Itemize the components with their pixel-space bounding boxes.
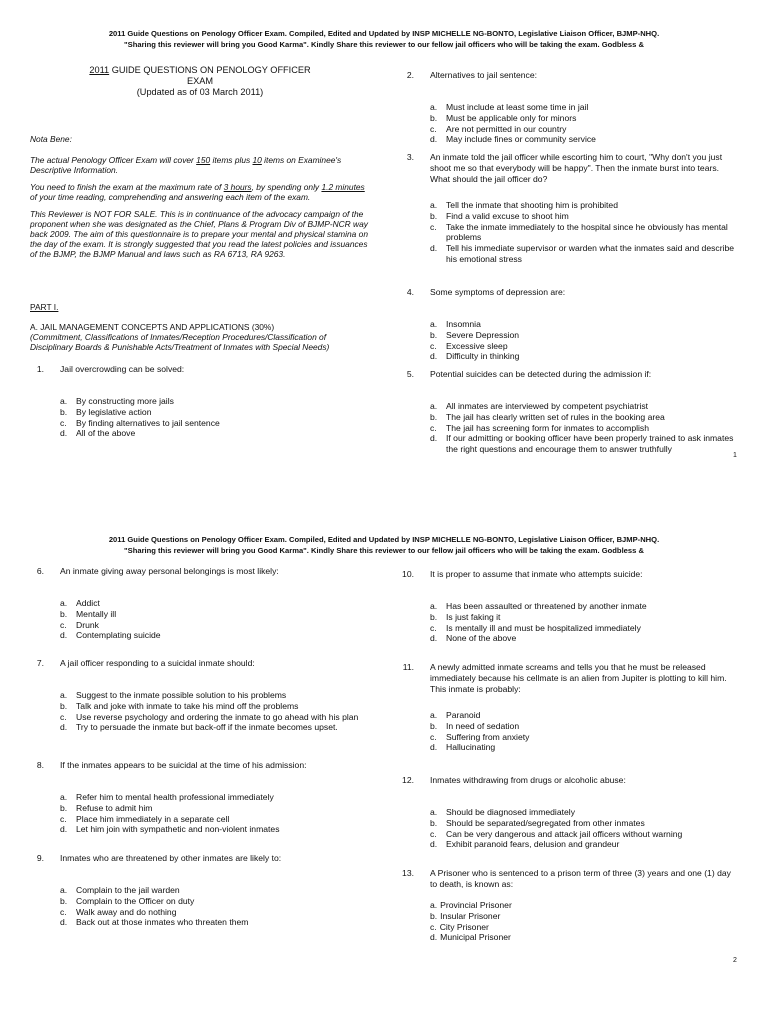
option-text: The jail has screening form for inmates to accomplish	[446, 422, 649, 433]
answer-option	[430, 818, 740, 829]
option-letter: d.	[430, 134, 438, 145]
option-text: Mentally ill	[76, 608, 117, 619]
question-stem: If the inmates appears to be suicidal at the time of his admission:	[60, 760, 307, 770]
option-letter: b.	[430, 112, 438, 123]
answer-option	[60, 722, 370, 733]
option-letter: d.	[60, 428, 68, 439]
option-text: City Prisoner	[439, 921, 489, 932]
answer-option	[60, 917, 370, 928]
question-stem: Jail overcrowding can be solved:	[60, 364, 185, 374]
question-number: 11.	[402, 662, 414, 672]
answer-option	[430, 623, 740, 634]
option-text: Must include at least some time in jail	[446, 102, 589, 112]
answer-option	[430, 134, 740, 145]
answer-options	[430, 710, 740, 753]
option-letter: c.	[60, 711, 67, 722]
option-letter: a.	[60, 690, 68, 700]
option-text: Insomnia	[446, 319, 481, 329]
answer-option	[60, 396, 370, 407]
answer-option	[60, 885, 370, 896]
page-marker: 1	[733, 452, 737, 459]
option-letter: b.	[430, 411, 438, 422]
option-letter: d.	[60, 722, 68, 733]
answer-option	[60, 712, 370, 723]
option-letter: c.	[430, 921, 437, 932]
option-letter: c.	[430, 422, 437, 433]
answer-option	[430, 932, 740, 943]
question-stem: Alternatives to jail sentence:	[430, 70, 538, 80]
option-text: Complain to the Officer on duty	[76, 895, 195, 906]
answer-option	[430, 423, 740, 434]
question-number: 7.	[36, 658, 44, 668]
option-letter: b.	[60, 895, 68, 906]
answer-option	[430, 433, 740, 455]
option-text: Should be separated/segregated from other inmates	[446, 817, 645, 828]
option-text: Are not permitted in our country	[446, 123, 567, 134]
answer-option	[430, 330, 740, 341]
answer-options	[60, 690, 370, 733]
question-number: 9.	[36, 853, 44, 863]
question-stem: A Prisoner who is sentenced to a prison term of three (3) years and one (1) day to death, is known as:	[430, 868, 731, 889]
question-number: 10.	[402, 569, 414, 579]
option-text: In need of sedation	[446, 720, 520, 731]
title-line-2: EXAM	[186, 76, 214, 86]
option-letter: c.	[60, 906, 67, 917]
option-letter: b.	[60, 700, 68, 711]
option-text: Find a valid excuse to shoot him	[446, 210, 569, 221]
page-header	[0, 534, 768, 556]
option-letter: d.	[430, 633, 438, 644]
answer-option	[430, 807, 740, 818]
question-12	[400, 775, 740, 850]
option-text: Can be very dangerous and attack jail officers without warning	[446, 828, 683, 839]
answer-options	[430, 319, 740, 362]
option-letter: a.	[430, 401, 438, 411]
option-letter: a.	[60, 885, 68, 895]
question-5	[400, 369, 740, 455]
nota-bene-heading: Nota Bene:	[30, 134, 72, 144]
question-11	[400, 662, 740, 753]
option-letter: d.	[430, 243, 438, 254]
option-letter: c.	[60, 813, 67, 824]
answer-option	[60, 803, 370, 814]
option-letter: d.	[430, 351, 438, 362]
answer-option	[430, 721, 740, 732]
section-title: A. JAIL MANAGEMENT CONCEPTS AND APPLICATIONS (30%)	[30, 322, 275, 332]
option-text: Difficulty in thinking	[446, 351, 520, 362]
answer-option	[430, 124, 740, 135]
answer-option	[60, 407, 370, 418]
option-letter: d.	[60, 824, 68, 835]
option-letter: b.	[430, 611, 438, 622]
question-number: 2.	[406, 70, 414, 80]
page-2	[0, 512, 768, 1024]
question-number: 1.	[36, 364, 44, 374]
option-letter: b.	[430, 910, 438, 921]
question-number: 3.	[406, 152, 414, 162]
answer-options	[430, 807, 740, 850]
question-number: 5.	[406, 369, 414, 379]
option-letter: a.	[430, 102, 438, 112]
question-number: 6.	[36, 566, 44, 576]
option-text: Refer him to mental health professional immediately	[76, 792, 274, 802]
option-letter: a.	[430, 710, 438, 720]
question-1	[30, 364, 370, 439]
option-text: Use reverse psychology and ordering the inmate to go ahead with his plan	[76, 711, 359, 722]
answer-option	[430, 742, 740, 753]
title-year: 2011	[89, 65, 110, 75]
option-letter: a.	[60, 598, 68, 608]
option-text: By finding alternatives to jail sentence	[76, 417, 220, 428]
option-text: Is mentally ill and must be hospitalized immediately	[446, 622, 641, 633]
option-text: Suggest to the inmate possible solution to his problems	[76, 690, 287, 700]
answer-option	[60, 824, 370, 835]
question-stem: A jail officer responding to a suicidal inmate should:	[60, 658, 255, 668]
answer-option	[430, 633, 740, 644]
option-letter: c.	[60, 417, 67, 428]
answer-option	[430, 211, 740, 222]
option-text: Addict	[76, 598, 100, 608]
option-text: Municipal Prisoner	[440, 932, 511, 943]
option-letter: b.	[60, 802, 68, 813]
question-stem: Some symptoms of depression are:	[430, 287, 566, 297]
option-letter: a.	[60, 396, 68, 406]
option-text: If our admitting or booking officer have been properly trained to ask inmates the right questions and encourage them to answer truthfully	[446, 433, 734, 455]
option-text: Complain to the jail warden	[76, 885, 180, 895]
option-letter: b.	[60, 406, 68, 417]
option-text: Take the inmate immediately to the hospital since he obviously has mental problems	[446, 221, 728, 243]
option-text: Insular Prisoner	[440, 910, 501, 921]
question-number: 8.	[36, 760, 44, 770]
question-stem: A newly admitted inmate screams and tells you that he must be released immediately because his cellmate is an alien from Jupiter is plotting to kill him. This inmate is probably:	[430, 662, 727, 694]
option-text: Tell the inmate that shooting him is prohibited	[446, 200, 618, 210]
question-3	[400, 152, 740, 264]
question-2	[400, 70, 740, 145]
option-letter: c.	[430, 221, 437, 232]
answer-option	[60, 598, 370, 609]
answer-option	[430, 601, 740, 612]
answer-option	[60, 630, 370, 641]
question-4	[400, 287, 740, 362]
nota-bene-paragraph-3: This Reviewer is NOT FOR SALE. This is in continuance of the advocacy campaign of the proponent when she was designated as the Chief, Plans & Program Div of BJMP-NCR way back 2009. The aim of this questionnaire is to prepare your mental and physical stamina on the day of the exam. It is strongly suggested that you read the latest policies and issuances of the BJMP, the BJMP Manual and laws such as RA 6713, RA 9263.	[30, 209, 368, 259]
question-stem: Inmates withdrawing from drugs or alcoholic abuse:	[430, 775, 626, 785]
option-letter: b.	[430, 210, 438, 221]
page-marker: 2	[733, 957, 737, 964]
header-line-2: "Sharing this reviewer will bring you Good Karma". Kindly Share this reviewer to our fellow jail officers who will be taking the exam. Godbless &	[124, 546, 644, 555]
option-letter: d.	[430, 433, 438, 444]
answer-option	[60, 792, 370, 803]
answer-option	[60, 814, 370, 825]
answer-options	[430, 401, 740, 455]
answer-option	[430, 200, 740, 211]
question-7	[30, 658, 370, 733]
option-text: The jail has clearly written set of rules in the booking area	[446, 411, 665, 422]
answer-option	[60, 907, 370, 918]
option-letter: c.	[430, 123, 437, 134]
question-6	[30, 566, 370, 641]
option-letter: d.	[60, 917, 68, 928]
answer-option	[60, 418, 370, 429]
answer-options	[60, 396, 370, 439]
part-heading: PART I.	[30, 302, 59, 312]
option-letter: b.	[430, 329, 438, 340]
question-9	[30, 853, 370, 928]
option-letter: d.	[430, 839, 438, 850]
answer-options	[430, 200, 740, 265]
page-header	[0, 28, 768, 50]
option-text: Refuse to admit him	[76, 802, 153, 813]
option-text: Place him immediately in a separate cell	[76, 813, 230, 824]
answer-options	[60, 598, 370, 641]
option-letter: a.	[430, 601, 438, 611]
question-stem: It is proper to assume that inmate who attempts suicide:	[430, 569, 643, 579]
option-letter: a.	[430, 200, 438, 210]
option-text: Try to persuade the inmate but back-off if the inmate becomes upset.	[76, 722, 338, 733]
option-text: By legislative action	[76, 406, 152, 417]
option-text: Has been assaulted or threatened by another inmate	[446, 601, 647, 611]
answer-option	[430, 911, 740, 922]
option-letter: b.	[430, 817, 438, 828]
option-letter: a.	[430, 319, 438, 329]
answer-option	[60, 690, 370, 701]
answer-option	[430, 351, 740, 362]
option-letter: b.	[60, 608, 68, 619]
option-letter: a.	[430, 807, 438, 817]
answer-option	[430, 401, 740, 412]
title-line-3: (Updated as of 03 March 2011)	[136, 87, 264, 97]
option-text: Should be diagnosed immediately	[446, 807, 575, 817]
option-letter: c.	[430, 340, 437, 351]
question-number: 12.	[402, 775, 414, 785]
option-text: Contemplating suicide	[76, 630, 161, 641]
section-heading	[30, 322, 370, 352]
option-text: Back out at those inmates who threaten them	[76, 917, 249, 928]
header-line-1: 2011 Guide Questions on Penology Officer Exam. Compiled, Edited and Updated by INSP MICHELLE NG-BONTO, Legislative Liaison Officer, BJMP-NHQ.	[108, 535, 660, 544]
option-letter: c.	[430, 622, 437, 633]
option-letter: a.	[60, 792, 68, 802]
answer-option	[60, 428, 370, 439]
option-text: Must be applicable only for minors	[446, 112, 577, 123]
answer-option	[430, 222, 740, 244]
answer-option	[430, 829, 740, 840]
header-line-2: "Sharing this reviewer will bring you Good Karma". Kindly Share this reviewer to our fellow jail officers who will be taking the exam. Godbless &	[124, 40, 644, 49]
answer-option	[60, 609, 370, 620]
option-text: Severe Depression	[446, 329, 520, 340]
option-letter: d.	[60, 630, 68, 641]
answer-option	[60, 896, 370, 907]
section-subtitle: (Commitment, Classifications of Inmates/Reception Procedures/Classification of Disciplinary Boards & Punishable Acts/Treatment of Inmates with Special Needs)	[30, 332, 330, 352]
answer-option	[430, 612, 740, 623]
option-text: None of the above	[446, 633, 517, 644]
answer-option	[430, 732, 740, 743]
answer-option	[430, 113, 740, 124]
answer-option	[430, 319, 740, 330]
document-title	[60, 65, 340, 98]
question-stem: An inmate giving away personal belongings is most likely:	[60, 566, 279, 576]
option-text: All of the above	[76, 428, 136, 439]
header-line-1: 2011 Guide Questions on Penology Officer Exam. Compiled, Edited and Updated by INSP MICHELLE NG-BONTO, Legislative Liaison Officer, BJMP-NHQ.	[108, 29, 660, 38]
option-letter: d.	[430, 932, 438, 943]
answer-option	[430, 102, 740, 113]
answer-option	[430, 710, 740, 721]
option-text: Exhibit paranoid fears, delusion and grandeur	[446, 839, 620, 850]
answer-options	[430, 601, 740, 644]
answer-option	[60, 620, 370, 631]
option-text: Provincial Prisoner	[440, 900, 512, 910]
answer-option	[430, 341, 740, 352]
question-number: 13.	[402, 868, 414, 878]
nota-bene-paragraph-1: The actual Penology Officer Exam will cover 150 items plus 10 items on Examinee's Descriptive Information.	[30, 155, 342, 175]
option-text: Tell his immediate supervisor or warden what the inmates said and describe his emotional stress	[446, 243, 735, 264]
answer-options	[60, 885, 370, 928]
answer-option	[430, 243, 740, 265]
question-stem: An inmate told the jail officer while escorting him to court, "Why don't you just shoot me so that everybody will be happy". Then the inmate burst into tears. What should the jail officer do?	[430, 152, 723, 184]
option-text: Suffering from anxiety	[446, 731, 530, 742]
answer-option	[60, 701, 370, 712]
option-letter: d.	[430, 742, 438, 753]
option-letter: c.	[430, 731, 437, 742]
option-text: Walk away and do nothing	[76, 906, 177, 917]
option-text: Excessive sleep	[446, 340, 508, 351]
question-8	[30, 760, 370, 835]
option-letter: b.	[430, 720, 438, 731]
option-text: Is just faking it	[446, 611, 501, 622]
option-text: Let him join with sympathetic and non-violent inmates	[76, 824, 280, 835]
option-letter: c.	[430, 828, 437, 839]
option-text: By constructing more jails	[76, 396, 174, 406]
answer-option	[430, 900, 740, 911]
answer-options	[430, 102, 740, 145]
answer-option	[430, 922, 740, 933]
option-text: Paranoid	[446, 710, 481, 720]
nota-bene-paragraph-2: You need to finish the exam at the maximum rate of 3 hours, by spending only 1.2 minutes of your time reading, comprehending and answering each item of the exam.	[30, 182, 365, 202]
question-stem: Inmates who are threatened by other inmates are likely to:	[60, 853, 282, 863]
option-text: Hallucinating	[446, 742, 496, 753]
question-13	[400, 868, 740, 943]
option-text: Drunk	[76, 619, 99, 630]
option-letter: c.	[60, 619, 67, 630]
answer-option	[430, 412, 740, 423]
option-text: All inmates are interviewed by competent psychiatrist	[446, 401, 649, 411]
option-letter: a.	[430, 900, 438, 910]
question-number: 4.	[406, 287, 414, 297]
question-10	[400, 569, 740, 644]
option-text: May include fines or community service	[446, 134, 596, 145]
option-text: Talk and joke with inmate to take his mind off the problems	[76, 700, 299, 711]
question-stem: Potential suicides can be detected during the admission if:	[430, 369, 652, 379]
title-text: GUIDE QUESTIONS ON PENOLOGY OFFICER	[109, 65, 311, 75]
answer-option	[430, 839, 740, 850]
nota-bene	[30, 134, 370, 259]
answer-options	[430, 900, 740, 943]
answer-options	[60, 792, 370, 835]
